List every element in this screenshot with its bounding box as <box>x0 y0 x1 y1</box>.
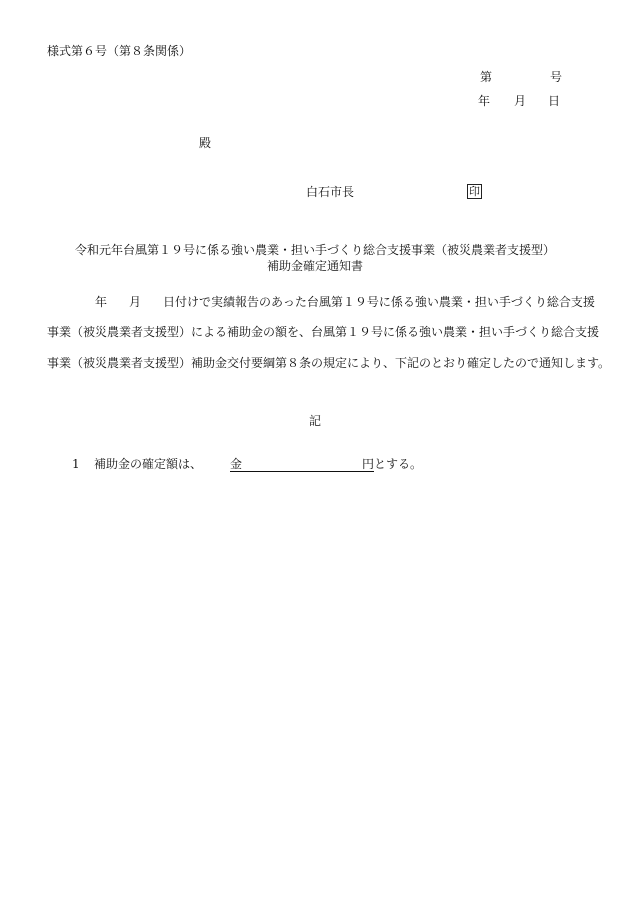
body-line1-text: 日付けで実績報告のあった台風第１９号に係る強い農業・担い手づくり総合支援 <box>163 295 595 309</box>
document-title-line1: 令和元年台風第１９号に係る強い農業・担い手づくり総合支援事業（被災農業者支援型） <box>74 243 555 257</box>
list-item <box>72 458 422 472</box>
addressee-honorific: 殿 <box>199 136 212 150</box>
amount-prefix: 金 <box>230 457 243 471</box>
doc-number-prefix: 第 <box>480 70 493 84</box>
doc-number-suffix: 号 <box>550 70 563 84</box>
seal-mark: 印 <box>469 185 480 198</box>
item-number: 1 <box>72 457 80 471</box>
amount-suffix: 円 <box>362 457 375 471</box>
form-number: 様式第６号（第８条関係） <box>47 44 192 58</box>
date-year: 年 <box>478 94 491 108</box>
body-line-2: 事業（被災農業者支援型）による補助金の額を、台風第１９号に係る強い農業・担い手づくり総合支援 <box>47 325 600 339</box>
date-month: 月 <box>514 94 527 108</box>
date-day: 日 <box>548 94 561 108</box>
body-month: 月 <box>129 295 142 309</box>
body-line-1 <box>95 296 595 308</box>
amount-field <box>230 458 374 472</box>
issuer-name: 白石市長 <box>306 185 355 199</box>
ki-heading: 記 <box>308 414 321 428</box>
item-tail: とする。 <box>374 457 423 471</box>
body-line-3: 事業（被災農業者支援型）補助金交付要綱第８条の規定により、下記のとおり確定したので通知します。 <box>47 356 611 370</box>
item-label: 補助金の確定額は、 <box>94 457 203 471</box>
document-title-line2: 補助金確定通知書 <box>266 259 363 273</box>
body-year: 年 <box>95 295 108 309</box>
